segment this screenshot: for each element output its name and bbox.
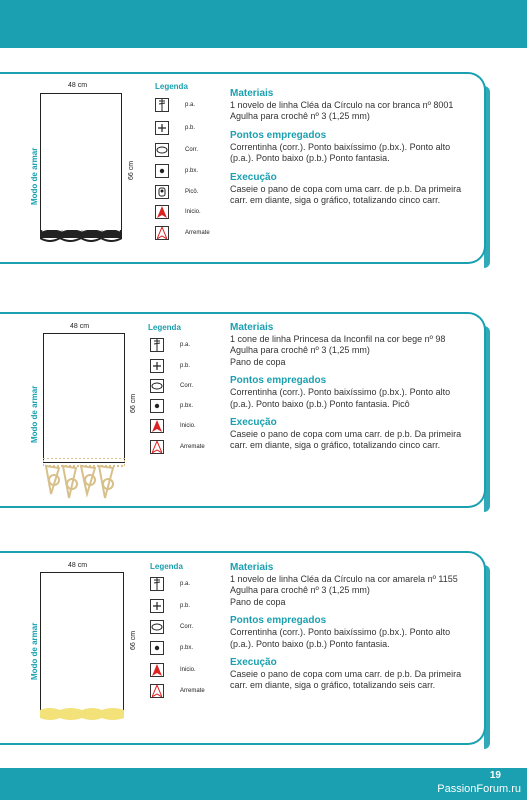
legend-item-pa: p.a. (150, 577, 190, 591)
assembly-label: Modo de armar (30, 385, 39, 443)
pbx-symbol-icon (150, 399, 164, 413)
legend-item-pbx: p.bx. (150, 641, 193, 655)
height-label: 66 cm (130, 630, 137, 650)
stitches-text: Correntinha (corr.). Ponto baixíssimo (p.bx.). Ponto alto (p.a.). Ponto baixo (p.b.) Ponto fantasia. (230, 627, 451, 649)
picot-symbol-icon (155, 185, 169, 199)
height-label: 66 cm (128, 160, 135, 180)
pbx-symbol-icon (150, 641, 164, 655)
edging-yellow-scallop (40, 708, 124, 722)
card-shadow (484, 565, 490, 749)
edging-beige-lace (43, 458, 125, 500)
card-shadow (484, 326, 490, 512)
legend-item-inicio: Inicio. (150, 663, 196, 677)
legend-title: Legenda (150, 562, 183, 571)
legend-item-arremate: Arremate (155, 226, 210, 240)
pb-symbol-icon (150, 359, 164, 373)
stitches-text: Correntinha (corr.). Ponto baixíssimo (p.bx.). Ponto alto (p.a.). Ponto baixo (p.b.) Ponto fantasia. Picô (230, 387, 451, 409)
pa-symbol-icon (155, 98, 169, 112)
legend-item-inicio: Inicio. (155, 205, 201, 219)
assembly-label: Modo de armar (30, 622, 39, 680)
chain-symbol-icon (155, 143, 169, 157)
materials-heading: Materiais (230, 88, 274, 99)
stitches-text: Correntinha (corr.). Ponto baixíssimo (p.bx.). Ponto alto (p.a.). Ponto baixo (p.b.) Ponto fantasia. (230, 141, 451, 164)
towel-outline (40, 572, 124, 712)
finish-arrow-outline-icon (150, 684, 164, 698)
watermark-text: PassionForum.ru (437, 783, 521, 795)
start-arrow-red-icon (155, 205, 169, 219)
stitches-heading: Pontos empregados (230, 375, 327, 387)
legend-item-pa: p.a. (155, 98, 195, 112)
start-arrow-red-icon (150, 419, 164, 433)
execution-heading: Execução (230, 417, 277, 429)
materials-text: 1 novelo de linha Cléa da Círculo na cor branca nº 8001 Agulha para crochê nº 3 (1,25 mm) (230, 100, 454, 122)
legend-item-corr: Corr. (150, 620, 193, 634)
project-2-text (230, 322, 475, 459)
pa-symbol-icon (150, 577, 164, 591)
stitches-heading: Pontos empregados (230, 129, 327, 141)
legend-item-arremate: Arremate (150, 684, 205, 698)
execution-text: Caseie o pano de copa com uma carr. de p.b. Da primeira carr. em diante, siga o gráfico, totalizando seis carr. (230, 669, 462, 691)
stitches-heading: Pontos empregados (230, 615, 327, 627)
project-3-text (230, 562, 475, 699)
legend-item-arremate: Arremate (150, 440, 205, 454)
legend-item-corr: Corr. (155, 143, 198, 157)
edging-dark-scallop (40, 226, 122, 242)
legend-item-inicio: Inicio. (150, 419, 196, 433)
start-arrow-red-icon (150, 663, 164, 677)
execution-heading: Execução (230, 657, 277, 669)
chain-symbol-icon (150, 379, 164, 393)
width-label: 48 cm (70, 323, 90, 330)
towel-outline (40, 93, 122, 233)
legend-item-pa: p.a. (150, 338, 190, 352)
legend-item-corr: Corr. (150, 379, 193, 393)
finish-arrow-outline-icon (155, 226, 169, 240)
top-banner (0, 0, 527, 48)
page-number: 19 (489, 770, 501, 781)
legend-item-pico: Picô. (155, 185, 198, 199)
legend-title: Legenda (155, 82, 188, 91)
legend-item-pb: p.b. (155, 121, 195, 135)
materials-heading: Materiais (230, 322, 274, 333)
legend-item-pbx: p.bx. (155, 164, 198, 178)
pb-symbol-icon (150, 599, 164, 613)
execution-text: Caseie o pano de copa com uma carr. de p.b. Da primeira carr. em diante, siga o gráfico, totalizando cinco carr. (230, 429, 462, 451)
execution-text: Caseie o pano de copa com uma carr. de p.b. Da primeira carr. em diante, siga o gráfico, totalizando cinco carr. (230, 183, 462, 206)
materials-text: 1 novelo de linha Cléa da Círculo na cor amarela nº 1155 Agulha para crochê nº 3 (1,25 mm) Pano de copa (230, 574, 458, 607)
execution-heading: Execução (230, 171, 277, 183)
materials-heading: Materiais (230, 562, 274, 573)
width-label: 48 cm (68, 562, 88, 569)
width-label: 48 cm (68, 82, 88, 89)
materials-text: 1 cone de linha Princesa da Inconfil na cor bege nº 98 Agulha para crochê nº 3 (1,25 mm) Pano de copa (230, 334, 446, 367)
legend-item-pbx: p.bx. (150, 399, 193, 413)
project-1-text (230, 88, 475, 213)
chain-symbol-icon (150, 620, 164, 634)
pbx-symbol-icon (155, 164, 169, 178)
card-shadow (484, 86, 490, 268)
pa-symbol-icon (150, 338, 164, 352)
towel-outline (43, 333, 125, 463)
assembly-label: Modo de armar (30, 147, 39, 205)
legend-item-pb: p.b. (150, 599, 190, 613)
finish-arrow-outline-icon (150, 440, 164, 454)
legend-item-pb: p.b. (150, 359, 190, 373)
pb-symbol-icon (155, 121, 169, 135)
height-label: 66 cm (130, 393, 137, 413)
legend-title: Legenda (148, 323, 181, 332)
